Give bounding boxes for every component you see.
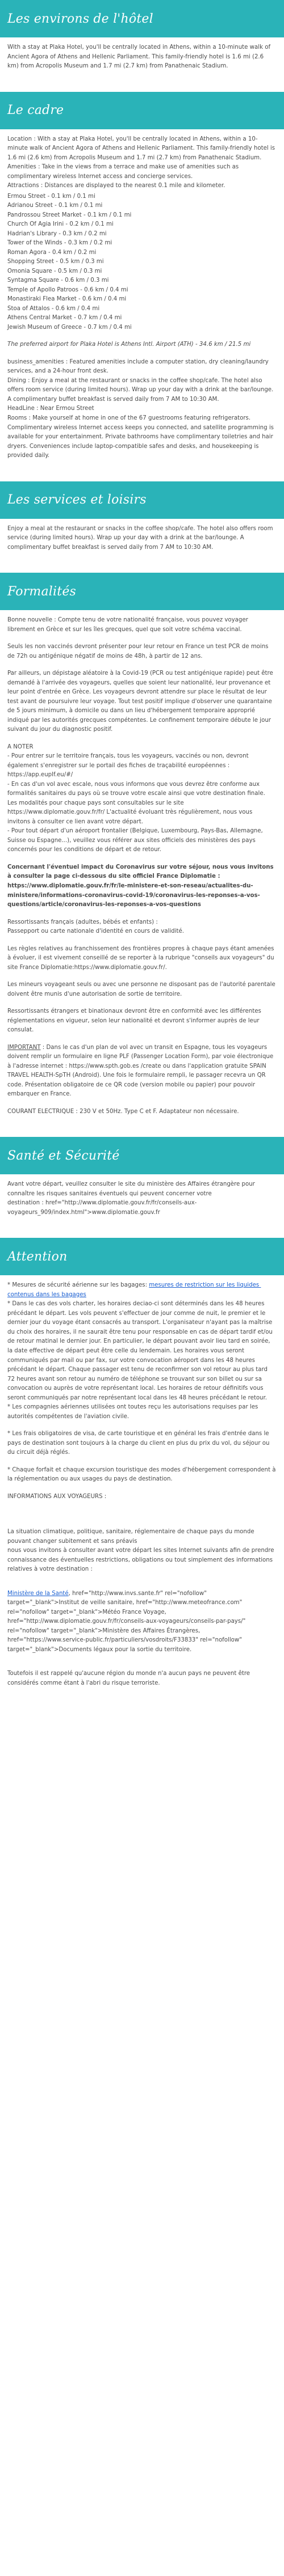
attention-paragraph: Toutefois il est rappelé qu'aucune région du monde n'a aucun pays ne peuvent être considérés comme étant à l'abri du risque terroriste.: [7, 1670, 252, 1686]
section-header: [0, 481, 284, 519]
formalites-paragraph: Par ailleurs, un dépistage aléatoire à la Covid-19 (PCR ou test antigénique rapide) peut être demandé à l'arrivée des voyageurs, quelles que soient leur nationalité, leur provenance et leur point d'entrée en Grèce. Les voyageurs devront attendre sur place le résultat de leur test avant de poursuivre leur voyage. Tout test positif implique d'observer une quarantaine de 5 jours minimum, à domicile ou dans un lieu d'hébergement temporaire approprié indiqué par les autorités grecques compétentes. Le confinement temporaire débute le jour suivant du jour du diagnostic positif.: [7, 670, 275, 733]
section-body: [0, 1275, 284, 1708]
section-body: [0, 610, 284, 1137]
distance-item: Omonia Square - 0.5 km / 0.3 mi: [7, 268, 102, 274]
electric-current-text: COURANT ELECTRIQUE : 230 V et 50Hz. Type C et F. Adaptateur non nécessaire.: [7, 1108, 239, 1115]
distance-list: [7, 192, 277, 333]
section-body: [0, 519, 284, 573]
important-text: : Dans le cas d'un plan de vol avec un transit en Espagne, tous les voyageurs doivent remplir un formulaire en ligne PLF (Passenger Location Form), par voie électronique à l'adresse internet : https://www.spth.gob.es /create ou dans l'application gratuite SPAIN TRAVEL HEALTH-SpTH (Android). Une fois le formulaire rempli, le passager recevra un QR code. Présentation obligatoire de ce QR code (version mobile ou papier) pour pouvoir embarquer en France.: [7, 1044, 275, 1098]
distance-item: Stoa of Attalos - 0.6 km / 0.4 mi: [7, 305, 100, 312]
security-prefix: * Mesures de sécurité aérienne sur les bagages:: [7, 1282, 149, 1289]
distance-item: Syntagma Square - 0.6 km / 0.3 mi: [7, 277, 109, 284]
links-text: , href="http://www.invs.sante.fr" rel="nofollow" target="_blank">Institut de veille sanitaire, href="http://www.meteofrance.com" rel="nofollow" target="_blank">Météo France Voyage, href="http://www.diplomatie.gouv.fr/fr/conseils-aux-voyageurs/conseils-par-pays/" rel="nofollow" target="_blank">Ministère des Affaires Étrangères, href="https://www.service-public.fr/particuliers/vosdroits/F33833" rel="nofollow" target="_blank">Documents légaux pour la sortie du territoire.: [7, 1590, 248, 1653]
section-services: [0, 481, 284, 573]
section-body: [0, 37, 284, 92]
attention-paragraph: INFORMATIONS AUX VOYAGEURS :: [7, 1493, 107, 1500]
section-title: Attention: [7, 1249, 68, 1264]
services-text: Enjoy a meal at the restaurant or snacks in the coffee shop/cafe. The hotel also offers room service (during limited hours). Wrap up your day with a drink at the bar/lounge. A complimentary buffet breakfast is served daily from 7 AM to 10:30 AM.: [7, 525, 275, 551]
distance-item: Monastiraki Flea Market - 0.6 km / 0.4 mi: [7, 296, 127, 303]
sante-text: Avant votre départ, veuillez consulter le site du ministère des Affaires étrangère pour connaître les risques sanitaires éventuels qui peuvent concerner votre destination : href="http://www.diplomatie.gouv.fr/fr/conseils-aux-voyageurs_909/index.html">www.diplomatie.gouv.fr: [7, 1181, 255, 1216]
section-title: Santé et Sécurité: [7, 1148, 120, 1163]
liquids-restriction-link[interactable]: mesures de restriction sur les liquides contenus dans les bagages: [7, 1282, 261, 1298]
formalites-paragraph: Ressortissants étrangers et binationaux devront être en conformité avec les différentes réglementations en vigueur, selon leur nationalité et devront s'informer auprès de leur consulat.: [7, 1008, 264, 1034]
formalites-paragraph: Les règles relatives au franchissement des frontières propres à chaque pays étant amenées à évoluer, il est vivement conseillé de se reporter à la rubrique "conseils aux voyageurs" du site France Diplomatie:https://www.diplomatie.gouv.fr/.: [7, 945, 276, 971]
formalites-paragraph: Seuls les non vaccinés devront présenter pour leur retour en France un test PCR de moins de 72h ou antigénique négatif de moins de 48h, à partir de 12 ans.: [7, 644, 270, 659]
distance-item: Jewish Museum of Greece - 0.7 km / 0.4 mi: [7, 324, 132, 331]
important-paragraph: [7, 1043, 277, 1099]
distance-item: Ermou Street - 0.1 km / 0.1 mi: [7, 193, 95, 200]
section-environs: [0, 0, 284, 92]
airport-text: The preferred airport for Plaka Hotel is Athens Intl. Airport (ATH) - 34.6 km / 21.5 mi: [7, 341, 251, 348]
distance-item: Church Of Agia Irini - 0.2 km / 0.1 mi: [7, 221, 114, 228]
formalites-paragraph: Ressortissants français (adultes, bébés et enfants) : Passepport ou carte nationale d'identité en cours de validité.: [7, 919, 184, 935]
distance-item: Adrianou Street - 0.1 km / 0.1 mi: [7, 202, 103, 209]
attention-paragraph: * Chaque forfait et chaque excursion touristique des modes d'hébergement correspondent à la réglementation ou aux usages du pays de destination.: [7, 1466, 278, 1483]
section-title: Les environs de l'hôtel: [7, 11, 153, 26]
section-formalites: [0, 573, 284, 1137]
environs-text: With a stay at Plaka Hotel, you'll be centrally located in Athens, within a 10-minute walk of Ancient Agora of Athens and Hellenic Parliament. This family-friendly hotel is 1.6 mi (2.6 km) from Acropolis Museum and 1.7 mi (2.7 km) from Panathenaic Stadium.: [7, 44, 273, 70]
section-header: [0, 1137, 284, 1174]
attention-paragraph: [7, 1589, 277, 1655]
section-body: [0, 129, 284, 481]
attention-paragraph: [7, 1281, 277, 1422]
attention-paragraph: La situation climatique, politique, sanitaire, réglementaire de chaque pays du monde pouvant changer subitement et sans préavis nous vous invitons à consulter avant votre départ les sites Internet suivants afin de prendre connaissance des éventuelles restrictions, obligations ou tout simplement des informations relatives à votre destination :: [7, 1529, 274, 1573]
coronavirus-notice: Concernant l'éventuel impact du Coronavirus sur votre séjour, nous vous invitons à consulter la page ci-dessous du site officiel France Diplomatie : https://www.diplomatie.gouv.fr/fr/le-ministere-et-son-reseau/actualites-du-ministere/informations-coronavirus-covid-19/coronavirus-les-reponses-a-vos-questions/article/coronavirus-les-reponses-a-vos-questions: [7, 864, 276, 908]
distance-item: Temple of Apollo Patroos - 0.6 km / 0.4 mi: [7, 286, 128, 293]
important-label: IMPORTANT: [7, 1044, 41, 1051]
ministry-health-link[interactable]: Ministère de la Santé: [7, 1590, 69, 1597]
distance-item: Roman Agora - 0.4 km / 0.2 mi: [7, 249, 97, 256]
attention-paragraph: * Les frais obligatoires de visa, de carte touristique et en général les frais d'entrée dans le pays de destination sont toujours à la charge du client en plus du prix du vol, du séjour ou du circuit déjà réglés.: [7, 1431, 272, 1456]
section-title: Les services et loisirs: [7, 493, 147, 507]
distance-item: Tower of the Winds - 0.3 km / 0.2 mi: [7, 240, 112, 247]
distance-item: Hadrian's Library - 0.3 km / 0.2 mi: [7, 230, 107, 237]
section-title: Formalités: [7, 584, 77, 599]
formalites-paragraph: A NOTER - Pour entrer sur le territoire français, tous les voyageurs, vaccinés ou non, devront également s'enregistrer sur le portail des fiches de traçabilité européennes : https://app.euplf.eu/#/ - En cas d'un vol avec escale, nous vous informons que vous devrez être conforme aux formalités sanitaires du pays où se trouve votre escale ainsi que votre destination finale. Les modalités pour chaque pays sont consultables sur le site https://www.diplomatie.gouv.fr/fr/ L'actualité évoluant très régulièrement, nous vous invitons à consulter ce lien avant votre départ. - Pour tout départ d'un aéroport frontalier (Belgique, Luxembourg, Pays-Bas, Allemagne, Suisse ou Espagne...), veuillez vous référer aux sites officiels des ministères des pays concernés pour les conditions de départ et de retour.: [7, 743, 265, 853]
distance-item: Shopping Street - 0.5 km / 0.3 mi: [7, 259, 104, 265]
distance-item: Pandrossou Street Market - 0.1 km / 0.1 mi: [7, 212, 132, 218]
section-header: [0, 573, 284, 610]
section-body: [0, 1174, 284, 1238]
section-sante: [0, 1137, 284, 1238]
section-header: [0, 92, 284, 129]
business-text: business_amenities : Featured amenities include a computer station, dry cleaning/laundry services, and a 24-hour front desk. Dining : Enjoy a meal at the restaurant or snacks in the coffee shop/cafe. The hotel also offers room service (during limited hours). Wrap up your day with a drink at the bar/lounge. A complimentary buffet breakfast is served daily from 7 AM to 10:30 AM. HeadLine : Near Ermou Street Rooms : Make yourself at home in one of the 67 guestrooms featuring refrigerators. Complimentary wireless Internet access keeps you connected, and satellite programming is available for your entertainment. Private bathrooms have complimentary toiletries and hair dryers. Conveniences include laptop-compatible safes and desks, and housekeeping is provided daily.: [7, 358, 274, 459]
section-attention: [0, 1238, 284, 1708]
section-title: Le cadre: [7, 103, 64, 118]
section-cadre: [0, 92, 284, 481]
section-header: [0, 0, 284, 37]
cadre-intro: Location : With a stay at Plaka Hotel, you'll be centrally located in Athens, within a 10-minute walk of Ancient Agora of Athens and Hellenic Parliament. This family-friendly hotel is 1.6 mi (2.6 km) from Acropolis Museum and 1.7 mi (2.7 km) from Panathenaic Stadium. Amenities : Take in the views from a terrace and make use of amenities such as complimentary wireless Internet access and concierge services. Attractions : Distances are displayed to the nearest 0.1 mile and kilometer.: [7, 136, 275, 189]
section-header: [0, 1238, 284, 1275]
formalites-paragraph: Les mineurs voyageant seuls ou avec une personne ne disposant pas de l'autorité parentale doivent être munis d'une autorisation de sortie de territoire.: [7, 982, 277, 997]
distance-item: Athens Central Market - 0.7 km / 0.4 mi: [7, 315, 122, 322]
formalites-paragraph: Bonne nouvelle : Compte tenu de votre nationalité française, vous pouvez voyager librement en Grèce et sur les îles grecques, quel que soit votre schéma vaccinal.: [7, 617, 250, 633]
charter-flights-text: * Dans le cas des vols charter, les horaires deciao-ci sont déterminés dans les 48 heures précédant le départ. Les vols peuvent s'effectuer de jour comme de nuit, le premier et le dernier jour du voyage étant consacrés au transport. L'organisateur n'ayant pas la maîtrise du choix des horaires, il ne saurait être tenu pour responsable en cas de départ tardif et/ou de retour matinal le dernier jour. En particulier, le départ pouvant avoir lieu tard en soirée, la date effective de départ peut être celle du lendemain. Les horaires vous seront communiqués par mail ou par fax, sur votre convocation aéroport dans les 48 heures précédant le départ. Chaque passager est tenu de reconfirmer son vol retour au plus tard 72 heures avant son retour au numéro de téléphone se trouvant sur son billet ou sur sa convocation ou auprès de votre représentant local. Les horaires de retour définitifs vous seront communiqués par notre représentant local dans les 48 heures précédant le retour. * Les compagnies aériennes utilisées ont toutes reçu les autorisations requises par les autorités compétentes de l'aviation civile.: [7, 1301, 273, 1420]
